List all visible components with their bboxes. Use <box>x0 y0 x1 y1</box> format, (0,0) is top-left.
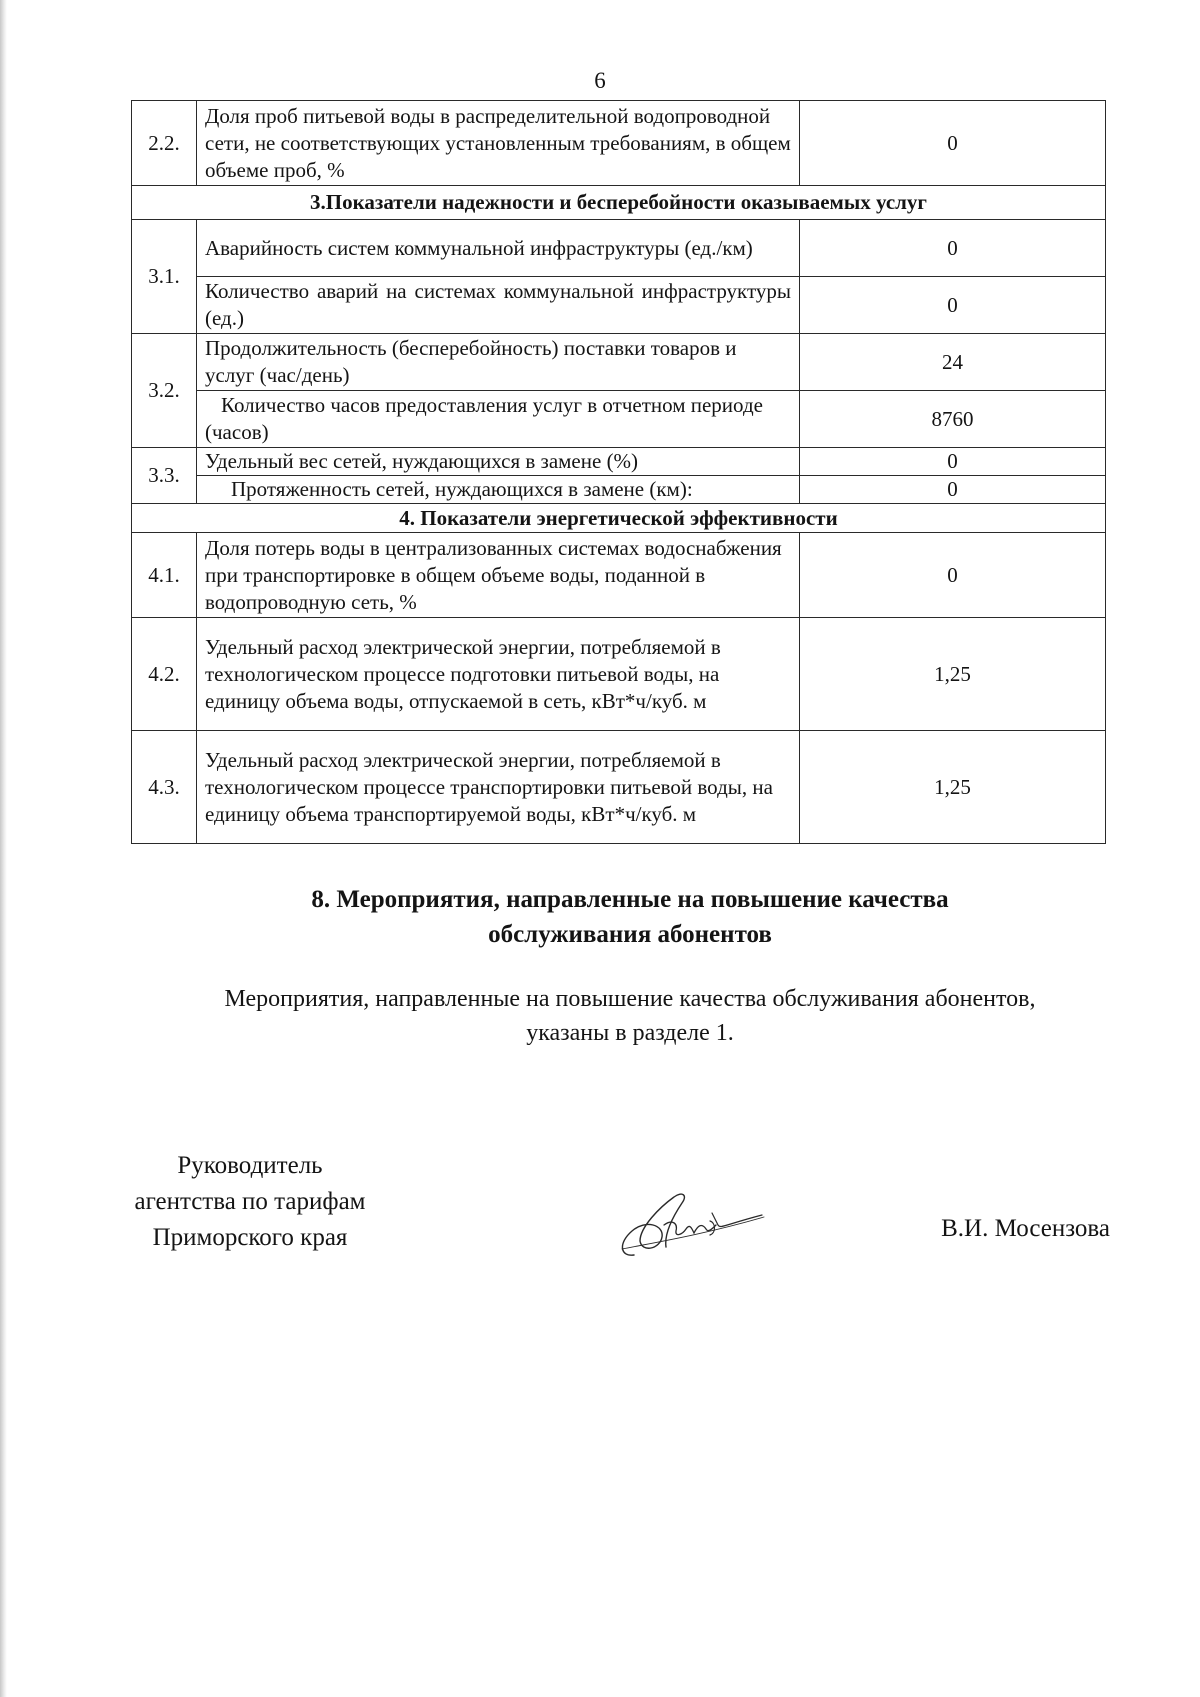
section-8-heading <box>140 882 1120 952</box>
indicator-text: Удельный расход электрической энергии, потребляемой в технологическом процессе подготовки питьевой воды, на единицу объема воды, отпускаемой в сеть, кВт*ч/куб. м <box>197 618 800 731</box>
table-row <box>132 277 1106 334</box>
page-number: 6 <box>594 68 606 93</box>
indicator-text: Доля проб питьевой воды в распределительной водопроводной сети, не соответствующих установленным требованиям, в общем объеме проб, % <box>197 101 800 186</box>
row-number: 2.2. <box>132 101 197 186</box>
row-number: 4.2. <box>132 618 197 731</box>
indicator-text: Аварийность систем коммунальной инфраструктуры (ед./км) <box>197 220 800 277</box>
table-row <box>132 618 1106 731</box>
table-row <box>132 448 1106 476</box>
body-line: Мероприятия, направленные на повышение качества обслуживания абонентов, <box>224 986 1036 1012</box>
indicator-text: Доля потерь воды в централизованных системах водоснабжения при транспортировке в общем объеме воды, поданной в водопроводную сеть, % <box>197 533 800 618</box>
signatory-title <box>105 1148 395 1256</box>
scan-edge <box>0 0 7 1697</box>
table-row <box>132 731 1106 844</box>
row-number: 3.3. <box>132 448 197 504</box>
indicator-value: 0 <box>800 448 1106 476</box>
body-line: указаны в разделе 1. <box>526 1020 734 1046</box>
indicator-text: Продолжительность (бесперебойность) поставки товаров и услуг (час/день) <box>197 334 800 391</box>
section-header-row <box>132 186 1106 220</box>
handwritten-signature <box>612 1185 772 1265</box>
signatory-title-line: агентства по тарифам <box>134 1188 366 1215</box>
table-row <box>132 220 1106 277</box>
section-3-title: 3.Показатели надежности и бесперебойности оказываемых услуг <box>132 186 1106 220</box>
row-number: 3.1. <box>132 220 197 334</box>
indicator-text: Протяженность сетей, нуждающихся в замене (км): <box>197 476 800 504</box>
table-row <box>132 391 1106 448</box>
indicators-table <box>131 100 1106 844</box>
indicator-value: 0 <box>800 476 1106 504</box>
table-row <box>132 533 1106 618</box>
indicator-value: 24 <box>800 334 1106 391</box>
indicator-value: 0 <box>800 533 1106 618</box>
indicator-value: 1,25 <box>800 731 1106 844</box>
signatory-title-line: Руководитель <box>177 1152 323 1179</box>
row-number: 4.3. <box>132 731 197 844</box>
table-row <box>132 334 1106 391</box>
signatory-title-line: Приморского края <box>152 1224 348 1251</box>
indicator-value: 1,25 <box>800 618 1106 731</box>
indicator-text: Удельный расход электрической энергии, потребляемой в технологическом процессе транспортировки питьевой воды, на единицу объема транспортируемой воды, кВт*ч/куб. м <box>197 731 800 844</box>
indicator-value: 0 <box>800 101 1106 186</box>
section-4-title: 4. Показатели энергетической эффективности <box>132 504 1106 533</box>
indicator-value: 0 <box>800 220 1106 277</box>
table-row <box>132 101 1106 186</box>
row-number: 3.2. <box>132 334 197 448</box>
heading-line: обслуживания абонентов <box>488 921 772 948</box>
heading-line: 8. Мероприятия, направленные на повышение качества <box>311 886 949 913</box>
section-8-body <box>140 982 1120 1050</box>
row-number: 4.1. <box>132 533 197 618</box>
indicator-value: 8760 <box>800 391 1106 448</box>
indicator-value: 0 <box>800 277 1106 334</box>
indicator-text: Удельный вес сетей, нуждающихся в замене (%) <box>197 448 800 476</box>
table-row <box>132 476 1106 504</box>
indicator-text: Количество часов предоставления услуг в отчетном периоде (часов) <box>197 391 800 448</box>
signatory-name: В.И. Мосензова <box>941 1215 1110 1242</box>
indicator-text: Количество аварий на системах коммунальной инфраструктуры (ед.) <box>197 277 800 334</box>
section-header-row <box>132 504 1106 533</box>
